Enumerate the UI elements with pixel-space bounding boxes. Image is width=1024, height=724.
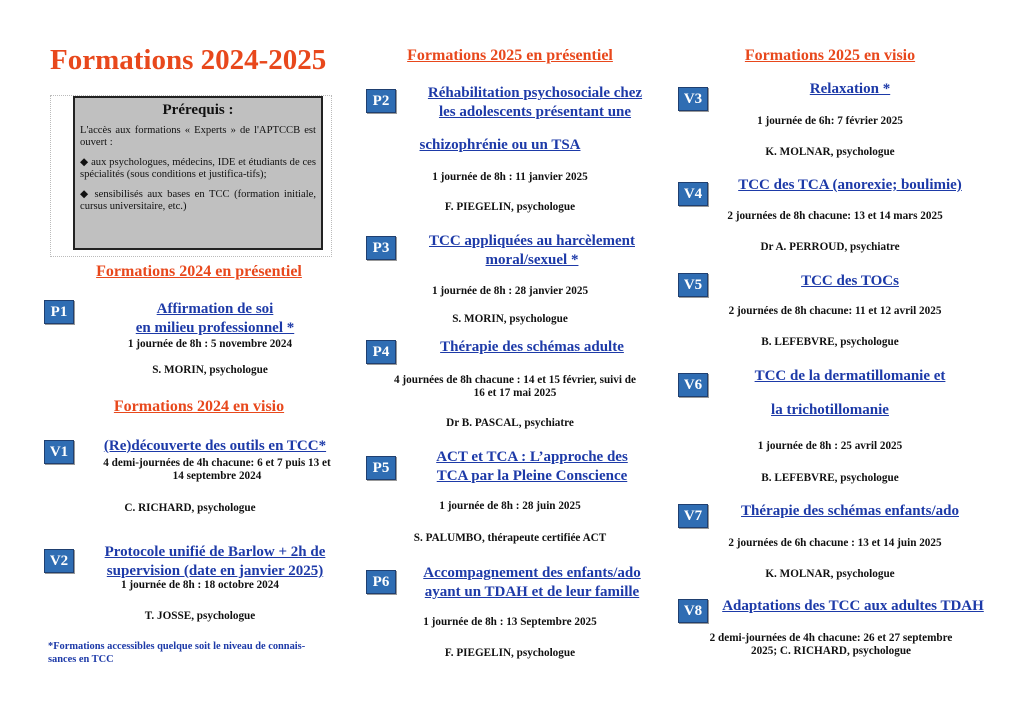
schedule-line: 4 journées de 8h chacune : 14 et 15 février, suivi de	[394, 374, 636, 386]
course-trainer-v6: B. LEFEBVRE, psychologue	[761, 472, 899, 484]
course-title-p4[interactable]: Thérapie des schémas adulte	[440, 339, 624, 355]
course-trainer-p4: Dr B. PASCAL, psychiatre	[446, 417, 574, 429]
course-title-line: ACT et TCA : L’approche des	[436, 449, 628, 465]
course-schedule-p4	[360, 374, 670, 400]
course-title-v3[interactable]: Relaxation *	[809, 81, 891, 97]
course-title-v1[interactable]: (Re)découverte des outils en TCC*	[103, 438, 327, 454]
course-trainer-p5: S. PALUMBO, thérapeute certifiée ACT	[413, 532, 607, 544]
course-schedule-v7: 2 journées de 6h chacune : 13 et 14 juin 2025	[728, 537, 942, 549]
course-badge-v6: V6	[678, 373, 708, 397]
course-schedule-v2: 1 journée de 8h : 18 octobre 2024	[121, 579, 279, 591]
section-2025-visio: Formations 2025 en visio	[744, 47, 916, 64]
course-schedule-v8	[676, 632, 986, 658]
course-schedule-p3: 1 journée de 8h : 28 janvier 2025	[431, 285, 589, 297]
section-2025-presentiel: Formations 2025 en présentiel	[407, 47, 613, 64]
course-title-p1[interactable]	[90, 300, 340, 338]
course-title-p2[interactable]	[400, 84, 670, 122]
course-title-line: TCC appliquées au harcèlement	[429, 233, 635, 249]
course-trainer-p2: F. PIEGELIN, psychologue	[444, 201, 576, 213]
footnote	[48, 640, 358, 666]
course-title-v7[interactable]: Thérapie des schémas enfants/ado	[741, 503, 959, 519]
course-schedule-p5: 1 journée de 8h : 28 juin 2025	[439, 500, 581, 512]
course-schedule-v3: 1 journée de 6h: 7 février 2025	[757, 115, 903, 127]
course-trainer-p3: S. MORIN, psychologue	[452, 313, 568, 325]
course-title-p5[interactable]	[400, 448, 664, 486]
course-title-line: en milieu professionnel *	[135, 320, 295, 336]
schedule-line: 14 septembre 2024	[172, 470, 262, 482]
course-badge-v7: V7	[678, 504, 708, 528]
course-badge-v8: V8	[678, 599, 708, 623]
course-badge-p4: P4	[366, 340, 396, 364]
course-title-line: les adolescents présentant une	[438, 104, 632, 120]
course-title-line: Réhabilitation psychosociale chez	[427, 85, 643, 101]
course-title-line: supervision (date en janvier 2025)	[106, 563, 324, 579]
course-title-line: moral/sexuel *	[485, 252, 579, 268]
course-badge-p1: P1	[44, 300, 74, 324]
course-trainer-v4: Dr A. PERROUD, psychiatre	[760, 241, 900, 253]
course-title-v2[interactable]	[80, 543, 350, 581]
course-schedule-v1	[72, 457, 362, 483]
course-title-line: Affirmation de soi	[156, 301, 274, 317]
schedule-line: 16 et 17 mai 2025	[473, 387, 557, 399]
schedule-line: 2 demi-journées de 4h chacune: 26 et 27 septembre	[709, 632, 953, 644]
course-schedule-v4: 2 journées de 8h chacune: 13 et 14 mars 2025	[727, 210, 943, 222]
course-title-p3[interactable]	[400, 232, 664, 270]
schedule-line: 2025; C. RICHARD, psychologue	[750, 645, 912, 657]
course-title-v5[interactable]: TCC des TOCs	[801, 273, 899, 289]
footnote-line: sances en TCC	[48, 654, 114, 665]
schedule-line: 4 demi-journées de 4h chacune: 6 et 7 puis 13 et	[103, 457, 331, 469]
course-badge-v2: V2	[44, 549, 74, 573]
course-title-v6-continued[interactable]: la trichotillomanie	[771, 402, 889, 418]
course-badge-v5: V5	[678, 273, 708, 297]
course-title-line: ayant un TDAH et de leur famille	[424, 584, 640, 600]
course-trainer-v1: C. RICHARD, psychologue	[124, 502, 256, 514]
course-title-v4[interactable]: TCC des TCA (anorexie; boulimie)	[738, 177, 962, 193]
course-badge-p2: P2	[366, 89, 396, 113]
course-title-p2-continued[interactable]: schizophrénie ou un TSA	[419, 137, 581, 153]
course-schedule-p2: 1 journée de 8h : 11 janvier 2025	[432, 171, 588, 183]
course-trainer-p6: F. PIEGELIN, psychologue	[444, 647, 576, 659]
course-title-line: Accompagnement des enfants/ado	[423, 565, 641, 581]
page-title: Formations 2024-2025	[50, 44, 327, 76]
section-2024-presentiel: Formations 2024 en présentiel	[96, 263, 302, 280]
course-title-line: Protocole unifié de Barlow + 2h de	[104, 544, 326, 560]
course-title-p6[interactable]	[400, 564, 664, 602]
course-schedule-v5: 2 journées de 8h chacune: 11 et 12 avril 2025	[728, 305, 942, 317]
prerequisites-item: ◆ sensibilisés aux bases en TCC (formation initiale, cursus universitaire, etc.)	[80, 189, 316, 212]
footnote-line: *Formations accessibles quelque soit le niveau de connais-	[48, 641, 306, 652]
course-badge-v4: V4	[678, 182, 708, 206]
prerequisites-box	[73, 96, 323, 250]
section-2024-visio: Formations 2024 en visio	[113, 398, 285, 415]
course-schedule-v6: 1 journée de 8h : 25 avril 2025	[757, 440, 903, 452]
course-schedule-p1: 1 journée de 8h : 5 novembre 2024	[127, 338, 293, 350]
course-title-v8[interactable]: Adaptations des TCC aux adultes TDAH	[722, 598, 984, 614]
prerequisites-intro: L'accès aux formations « Experts » de l'APTCCB est ouvert :	[80, 125, 316, 148]
course-trainer-p1: S. MORIN, psychologue	[152, 364, 268, 376]
course-title-line: TCA par la Pleine Conscience	[436, 468, 628, 484]
prerequisites-item: ◆ aux psychologues, médecins, IDE et étudiants de ces spécialités (sous conditions et justifica-tifs);	[80, 157, 316, 180]
course-badge-p5: P5	[366, 456, 396, 480]
course-trainer-v3: K. MOLNAR, psychologue	[765, 146, 895, 158]
course-badge-p6: P6	[366, 570, 396, 594]
course-badge-v3: V3	[678, 87, 708, 111]
course-badge-v1: V1	[44, 440, 74, 464]
course-title-v6[interactable]: TCC de la dermatillomanie et	[754, 368, 946, 384]
course-badge-p3: P3	[366, 236, 396, 260]
prerequisites-title: Prérequis :	[162, 102, 234, 118]
course-schedule-p6: 1 journée de 8h : 13 Septembre 2025	[423, 616, 597, 628]
course-trainer-v5: B. LEFEBVRE, psychologue	[761, 336, 899, 348]
course-trainer-v7: K. MOLNAR, psychologue	[765, 568, 895, 580]
course-trainer-v2: T. JOSSE, psychologue	[144, 610, 256, 622]
